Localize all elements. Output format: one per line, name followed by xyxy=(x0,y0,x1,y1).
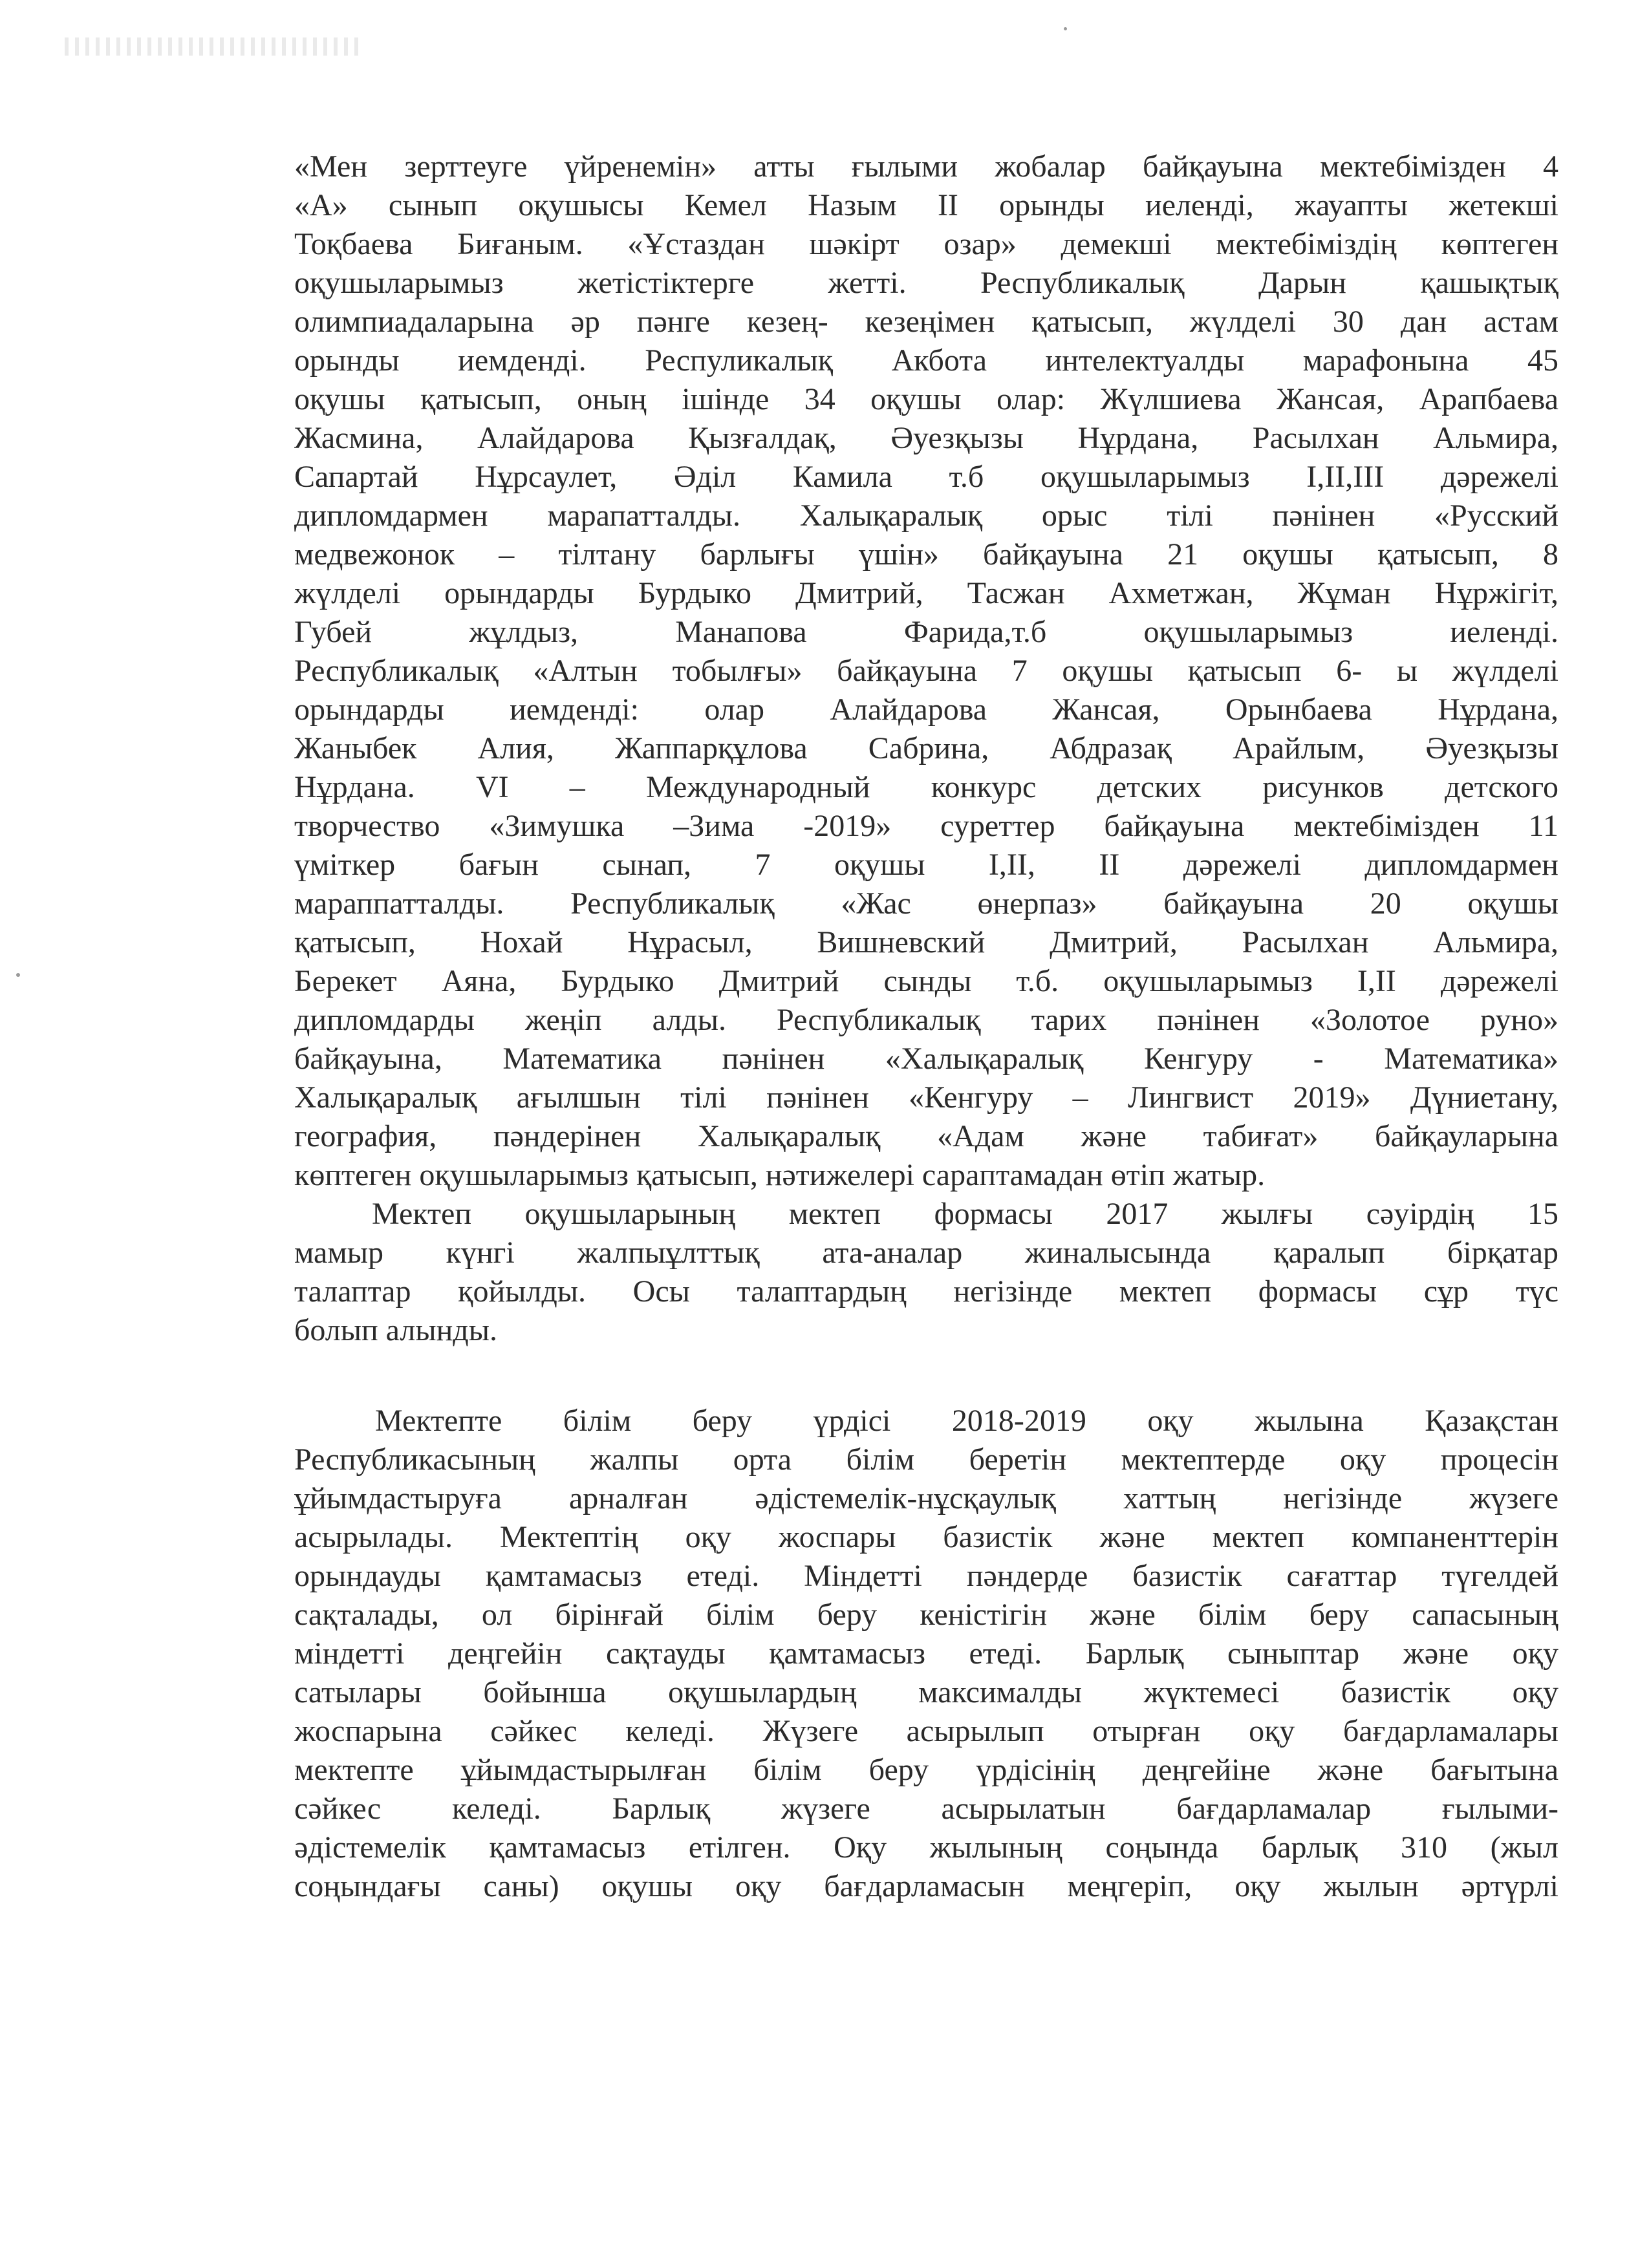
text-line: Республикасының жалпы орта білім беретін мектептерде оқу процесін xyxy=(294,1442,1558,1477)
text-line: Республикалық «Алтын тобылғы» байқауына 7 оқушы қатысып 6- ы жүлделі xyxy=(294,654,1558,688)
text-line: сақталады, ол бірінғай білім беру кеністігін және білім беру сапасының xyxy=(294,1598,1558,1632)
text-line: Мектепте білім беру үрдісі 2018-2019 оқу жылына Қазақстан xyxy=(375,1404,1558,1438)
text-line: Жаныбек Алия, Жаппарқұлова Сабрина, Абдразақ Арайлым, Әуезқызы xyxy=(294,731,1558,765)
text-line: ұйымдастыруға арналған әдістемелік-нұсқаулық хаттың негізінде жүзеге xyxy=(294,1481,1558,1515)
text-line: орындауды қамтамасыз етеді. Міндетті пәндерде базистік сағаттар түгелдей xyxy=(294,1559,1558,1593)
text-line: асырылады. Мектептің оқу жоспары базистік және мектеп компаненттерін xyxy=(294,1520,1558,1554)
text-line: мектепте ұйымдастырылған білім беру үрдісінің деңгейіне және бағытына xyxy=(294,1753,1558,1787)
text-line: Тоқбаева Биғаным. «Ұстаздан шәкірт озар» демекші мектебіміздің көптеген xyxy=(294,227,1558,261)
text-line: география, пәндерінен Халықаралық «Адам және табиғат» байқауларына xyxy=(294,1119,1558,1153)
text-line: медвежонок – тілтану барлығы үшін» байқауына 21 оқушы қатысып, 8 xyxy=(294,537,1558,572)
text-line: болып алынды. xyxy=(294,1313,497,1347)
text-line: мараппатталды. Республикалық «Жас өнерпаз» байқауына 20 оқушы xyxy=(294,886,1558,921)
text-line: жоспарына сәйкес келеді. Жүзеге асырылып отырған оқу бағдарламалары xyxy=(294,1714,1558,1748)
text-line: дипломдармен марапатталды. Халықаралық орыс тілі пәнінен «Русский xyxy=(294,498,1558,533)
text-line: «А» сынып оқушысы Кемел Назым II орынды иеленді, жауапты жетекші xyxy=(294,188,1558,222)
text-line: Халықаралық ағылшын тілі пәнінен «Кенгуру – Лингвист 2019» Дүниетану, xyxy=(294,1080,1558,1115)
text-line: сәйкес келеді. Барлық жүзеге асырылатын бағдарламалар ғылыми- xyxy=(294,1792,1558,1826)
text-line: Сапартай Нұрсаулет, Әділ Камила т.б оқушыларымыз I,II,III дәрежелі xyxy=(294,460,1558,494)
text-line: орынды иемденді. Респуликалық Акбота интелектуалды марафонына 45 xyxy=(294,343,1558,378)
text-line: әдістемелік қамтамасыз етілген. Оқу жылының соңында барлық 310 (жыл xyxy=(294,1830,1558,1865)
text-line: мамыр күнгі жалпыұлттық ата-аналар жиналысында қаралып бірқатар xyxy=(294,1236,1558,1270)
scan-header-noise xyxy=(65,37,362,56)
text-line: Жасмина, Алайдарова Қызғалдақ, Әуезқызы Нұрдана, Расылхан Альмира, xyxy=(294,421,1558,455)
text-line: оқушы қатысып, оның ішінде 34 оқушы олар: Жүлшиева Жансая, Арапбаева xyxy=(294,382,1558,416)
text-line: көптеген оқушыларымыз қатысып, нәтижелері сарaптамадан өтіп жатыр. xyxy=(294,1158,1266,1192)
text-line: Нұрдана. VI – Международный конкурс детских рисунков детского xyxy=(294,770,1558,804)
text-line: соңындағы саны) оқушы оқу бағдарламасын меңгеріп, оқу жылын әртүрлі xyxy=(294,1869,1558,1903)
scan-speck xyxy=(1064,27,1067,30)
text-line: Мектеп оқушыларының мектеп формасы 2017 жылғы сәуірдің 15 xyxy=(372,1197,1558,1231)
text-line: дипломдарды жеңіп алды. Республикалық тарих пәнінен «Золотое руно» xyxy=(294,1003,1558,1037)
scan-speck xyxy=(16,973,20,977)
text-line: творчество «Зимушка –Зима -2019» суреттер байқауына мектебімізден 11 xyxy=(294,809,1558,843)
text-line: байқауына, Математика пәнінен «Халықаралық Кенгуру - Математика» xyxy=(294,1042,1558,1076)
text-line: оқушыларымыз жетістіктерге жетті. Республикалық Дарын қашықтық xyxy=(294,266,1558,300)
text-line: Губей жұлдыз, Манапова Фарида,т.б оқушыларымыз иеленді. xyxy=(294,615,1558,649)
text-line: орындарды иемденді: олар Алайдарова Жансая, Орынбаева Нұрдана, xyxy=(294,692,1558,727)
text-line: Берекет Аяна, Бурдыко Дмитрий сынды т.б. оқушыларымыз I,II дәрежелі xyxy=(294,964,1558,998)
text-line: жүлделі орындарды Бурдыко Дмитрий, Тасжан Ахметжан, Жұман Нұржігіт, xyxy=(294,576,1558,610)
text-line: міндетті деңгейін сақтауды қамтамасыз етеді. Барлық сыныптар және оқу xyxy=(294,1636,1558,1671)
text-line: сатылары бойынша оқушылардың максималды жүктемесі базистік оқу xyxy=(294,1675,1558,1709)
text-line: талаптар қойылды. Осы талаптардың негізінде мектеп формасы сұр түс xyxy=(294,1274,1558,1309)
text-line: үміткер бағын сынап, 7 оқушы I,II, II дәрежелі дипломдармен xyxy=(294,848,1558,882)
text-line: қатысып, Нохай Нұрасыл, Вишневский Дмитрий, Расылхан Альмира, xyxy=(294,925,1558,959)
text-line: «Мен зерттеуге үйренемін» атты ғылыми жобалар байқауына мектебімізден 4 xyxy=(294,149,1558,184)
text-line: олимпиадаларына әр пәнге кезең- кезеңімен қатысып, жүлделі 30 дан астам xyxy=(294,305,1558,339)
